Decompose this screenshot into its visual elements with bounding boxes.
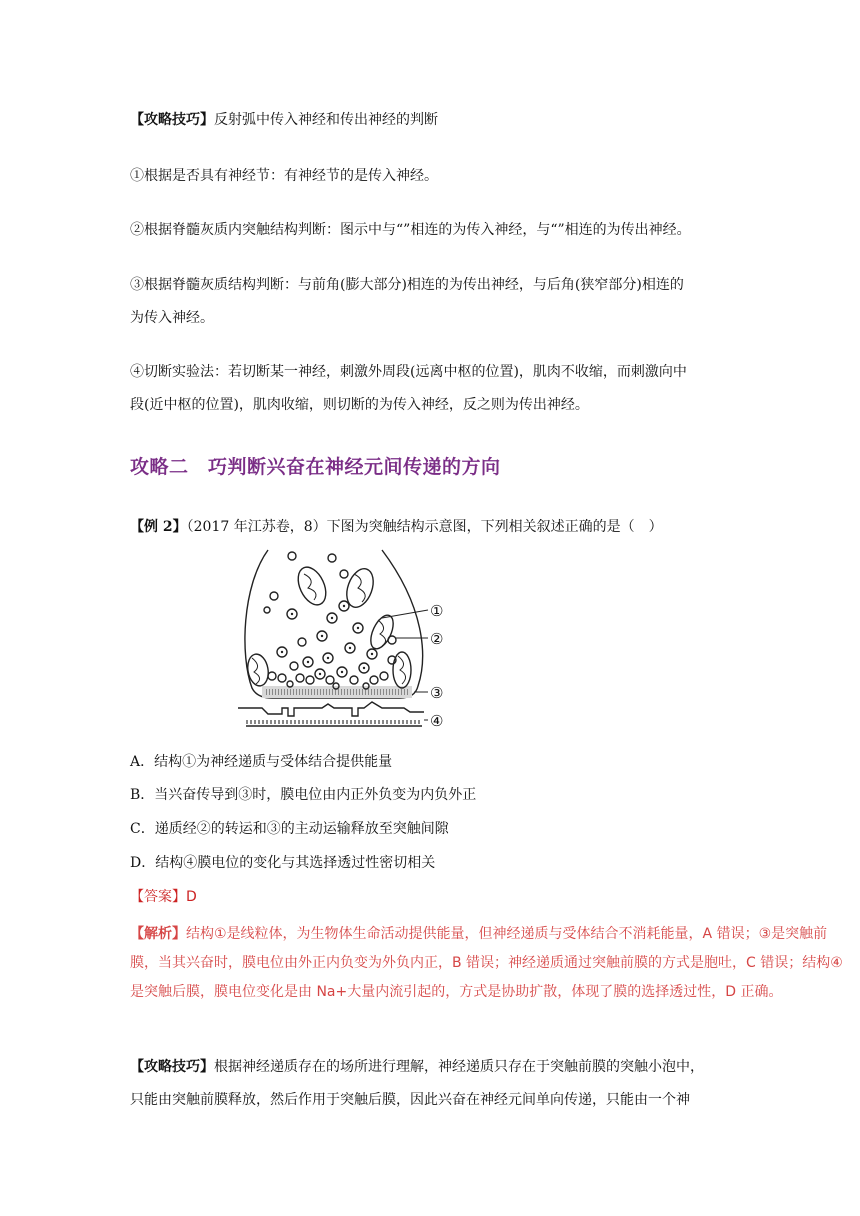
tips2-text-1: 根据神经递质存在的场所进行理解，神经递质只存在于突触前膜的突触小泡中， (214, 1059, 704, 1075)
tips-title: 反射弧中传入神经和传出神经的判断 (214, 112, 438, 128)
tip-item-3: ③根据脊髓灰质结构判断：与前角(膨大部分)相连的为传出神经，与后角(狭窄部分)相连的 (130, 277, 684, 293)
tips2-line-2: 只能由突触前膜释放，然后作用于突触后膜，因此兴奋在神经元间单向传递，只能由一个神 (130, 1092, 690, 1108)
diagram-label-4: ④ (430, 712, 444, 730)
option-c: C．递质经②的转运和③的主动运输释放至突触间隙 (130, 821, 449, 837)
analysis (130, 920, 846, 1007)
example-label: 【例 2】 (130, 519, 187, 535)
tips2-label: 【攻略技巧】 (130, 1059, 214, 1075)
analysis-label: 【解析】 (130, 926, 186, 942)
tips2-line-1 (130, 1057, 704, 1077)
tip-item-4: ④切断实验法：若切断某一神经，刺激外周段(远离中枢的位置)，肌肉不收缩，而刺激向中 (130, 364, 687, 380)
postsynaptic-membrane (238, 702, 424, 726)
section-heading: 攻略二 巧判断兴奋在神经元间传递的方向 (130, 456, 501, 478)
option-d: D．结构④膜电位的变化与其选择透过性密切相关 (130, 855, 436, 871)
option-b: B．当兴奋传导到③时，膜电位由内正外负变为内负外正 (130, 787, 477, 803)
mitochondrion (293, 563, 332, 609)
example-question (130, 517, 663, 537)
analysis-text: 结构①是线粒体，为生物体生命活动提供能量，但神经递质与受体结合不消耗能量，A 错误；③是突触前膜，当其兴奋时，膜电位由外正内负变为外负内正，B 错误；神经递质通过突触前膜的方式是胞吐，C 错误；结构④是突触后膜，膜电位变化是由 Na+大量内流引起的，方式是协助扩散，体现了膜的选择透过性，D 正确。 (130, 926, 843, 1000)
option-a: A．结构①为神经递质与受体结合提供能量 (130, 754, 393, 770)
answer: 【答案】D (130, 889, 197, 905)
presynaptic-terminal (245, 550, 423, 698)
example-text: （2017 年江苏卷，8）下图为突触结构示意图，下列相关叙述正确的是（ ） (186, 519, 663, 535)
tip-item-3-cont: 为传入神经。 (130, 310, 214, 326)
diagram-label-3: ③ (430, 684, 444, 702)
tip-item-4-cont: 段(近中枢的位置)，肌肉收缩，则切断的为传入神经，反之则为传出神经。 (130, 397, 589, 413)
tip-item-1: ①根据是否具有神经节：有神经节的是传入神经。 (130, 168, 438, 184)
tips-title-line (130, 110, 438, 130)
tip-item-2: ②根据脊髓灰质内突触结构判断：图示中与“”相连的为传入神经，与“”相连的为传出神经。 (130, 222, 691, 238)
synapse-diagram (232, 546, 472, 736)
diagram-label-1: ① (430, 602, 444, 620)
tips-label: 【攻略技巧】 (130, 112, 214, 128)
diagram-label-2: ② (430, 630, 444, 648)
